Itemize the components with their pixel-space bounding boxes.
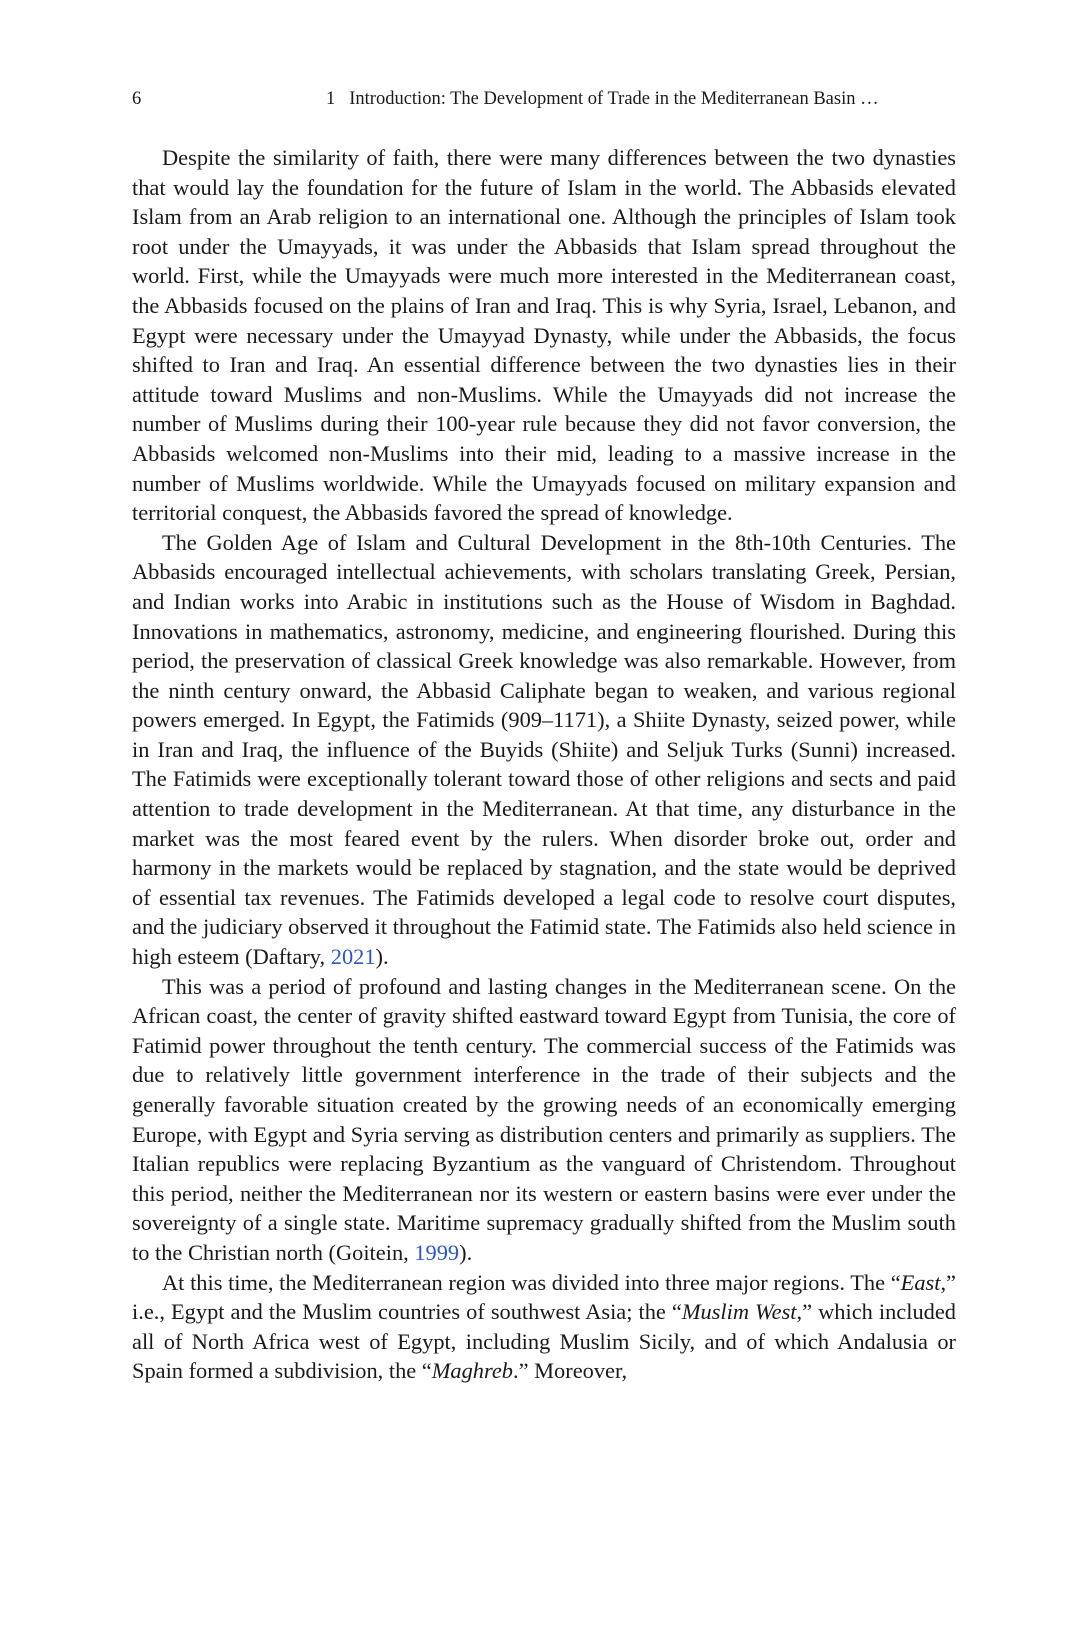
running-header: [132, 86, 956, 112]
paragraph-3: [132, 972, 956, 1268]
chapter-title-text: Introduction: The Development of Trade in the Mediterranean Basin …: [349, 89, 879, 109]
paragraph-4-part-3: ,” which included all of North Africa west of Egypt, including Muslim Sicily, and of which Andalusia or Spain formed a subdivision, the “: [132, 1299, 956, 1384]
chapter-number: 1: [326, 89, 336, 109]
chapter-running-title: [326, 86, 956, 112]
paragraph-2-text: The Golden Age of Islam and Cultural Development in the 8th-10th Centuries. The Abbasids encouraged intellectual achievements, with scholars translating Greek, Persian, and Indian works into Arabic in institutions such as the House of Wisdom in Baghdad. Innovations in mathematics, astronomy, medicine, and engineering flourished. During this period, the preservation of classical Greek knowledge was also remarkable. However, from the ninth century onward, the Abbasid Caliphate began to weaken, and various regional powers emerged. In Egypt, the Fatimids (909–1171), a Shiite Dynasty, seized power, while in Iran and Iraq, the influence of the Buyids (Shiite) and Seljuk Turks (Sunni) increased. The Fatimids were exceptionally tolerant toward those of other religions and sects and paid attention to trade development in the Mediterranean. At that time, any disturbance in the market was the most feared event by the rulers. When disorder broke out, order and harmony in the markets would be replaced by stagnation, and the state would be deprived of essential tax revenues. The Fatimids developed a legal code to resolve court disputes, and the judiciary observed it throughout the Fatimid state. The Fatimids also held science in high esteem (Daftary,: [132, 529, 956, 970]
paragraph-4-part-4: .” Moreover,: [513, 1358, 628, 1384]
paragraph-4: [132, 1268, 956, 1386]
paragraph-4-part-2: ,” i.e., Egypt and the Muslim countries of southwest Asia; the “: [132, 1269, 956, 1325]
paragraph-1: [132, 143, 956, 528]
paragraph-2-tail: ).: [375, 944, 389, 970]
paragraph-1-text: Despite the similarity of faith, there were many differences between the two dynasties that would lay the foundation for the future of Islam in the world. The Abbasids elevated Islam from an Arab religion to an international one. Although the principles of Islam took root under the Umayyads, it was under the Abbasids that Islam spread throughout the world. First, while the Umayyads were much more interested in the Mediterranean coast, the Abbasids focused on the plains of Iran and Iraq. This is why Syria, Israel, Lebanon, and Egypt were necessary under the Umayyad Dynasty, while under the Abbasids, the focus shifted to Iran and Iraq. An essential difference between the two dynasties lies in their attitude toward Muslims and non-Muslims. While the Umayyads did not increase the number of Muslims during their 100-year rule because they did not favor conversion, the Abbasids welcomed non-Muslims into their mid, leading to a massive increase in the number of Muslims worldwide. While the Umayyads focused on military expansion and territorial conquest, the Abbasids favored the spread of knowledge.: [132, 145, 956, 526]
page-number: 6: [132, 89, 142, 109]
paragraph-4-part-1: At this time, the Mediterranean region was divided into three major regions. The “: [162, 1269, 901, 1295]
paragraph-3-text: This was a period of profound and lasting changes in the Mediterranean scene. On the African coast, the center of gravity shifted eastward toward Egypt from Tunisia, the core of Fatimid power throughout the tenth century. The commercial success of the Fatimids was due to relatively little government interference in the trade of their subjects and the generally favorable situation created by the growing needs of an economically emerging Europe, with Egypt and Syria serving as distribution centers and primarily as suppliers. The Italian republics were replacing Byzantium as the vanguard of Christendom. Throughout this period, neither the Mediterranean nor its western or eastern basins were ever under the sovereignty of a single state. Maritime supremacy gradually shifted from the Muslim south to the Christian north (Goitein,: [132, 973, 956, 1265]
body-text: [132, 143, 956, 1386]
term-maghreb: Maghreb: [431, 1358, 514, 1384]
paragraph-3-tail: ).: [459, 1239, 473, 1265]
term-muslim-west: Muslim West: [681, 1299, 797, 1325]
citation-link-daftary-2021[interactable]: 2021: [330, 944, 376, 970]
citation-link-goitein-1999[interactable]: 1999: [414, 1239, 460, 1265]
term-east: East: [900, 1269, 941, 1295]
paragraph-2: [132, 528, 956, 972]
